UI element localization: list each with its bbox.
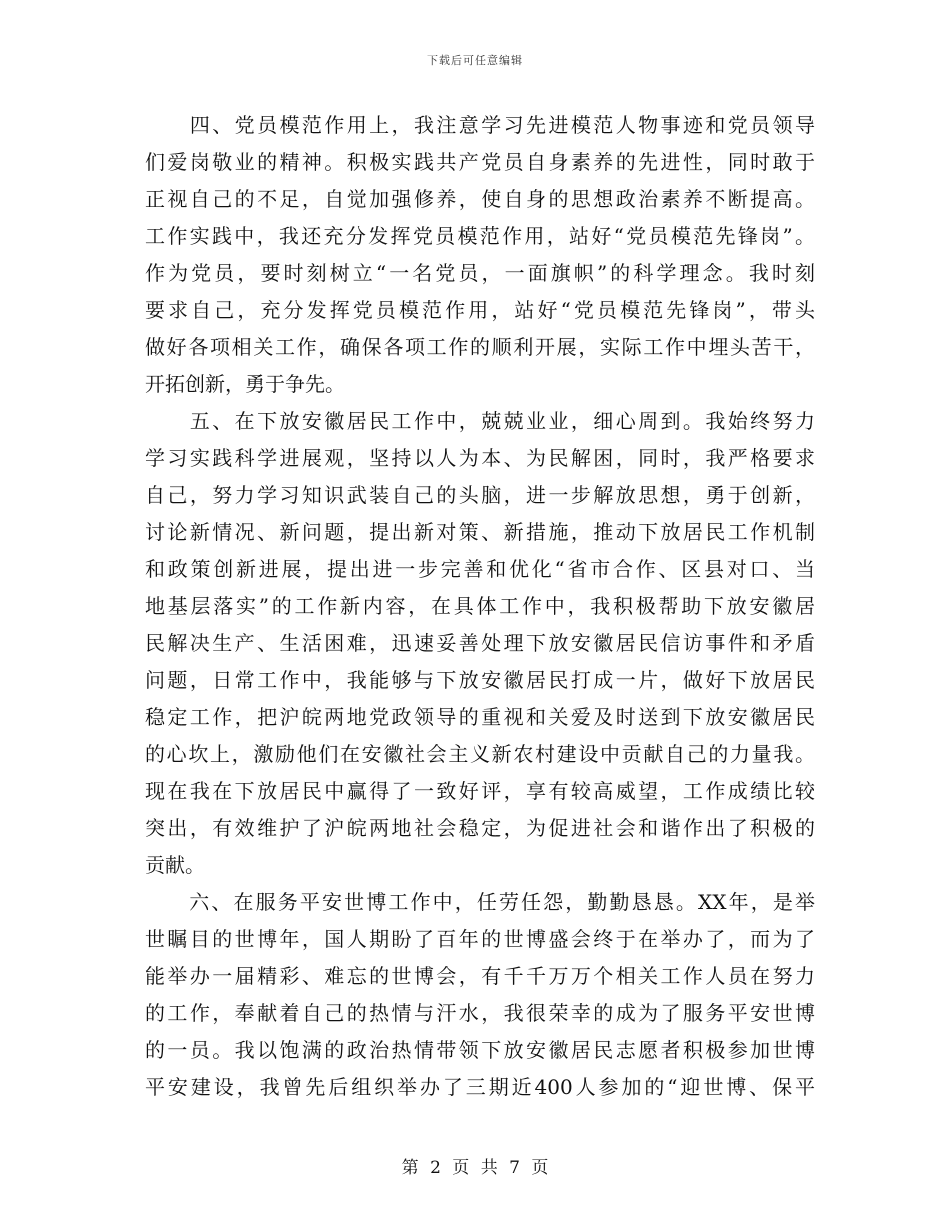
text-line: 能举办一届精彩、难忘的世博会，有千千万万个相关工作人员在努力 <box>145 964 815 988</box>
text-line: 作为党员，要时刻树立“一名党员，一面旗帜”的科学理念。我时刻 <box>145 261 815 285</box>
paragraph <box>145 107 815 403</box>
text-line: 五、在下放安徽居民工作中，兢兢业业，细心周到。我始终努力 <box>145 409 815 433</box>
text-line: 工作实践中，我还充分发挥党员模范作用，站好“党员模范先锋岗”。 <box>145 224 815 248</box>
text-line: 四、党员模范作用上，我注意学习先进模范人物事迹和党员领导 <box>145 113 815 137</box>
text-line: 开拓创新，勇于争先。 <box>145 372 345 396</box>
text-line: 做好各项相关工作，确保各项工作的顺利开展，实际工作中埋头苦干， <box>145 335 815 359</box>
text-line: 要求自己，充分发挥党员模范作用，站好“党员模范先锋岗”，带头 <box>145 298 815 322</box>
text-line: 和政策创新进展，提出进一步完善和优化“省市合作、区县对口、当 <box>145 557 815 581</box>
text-line: 问题，日常工作中，我能够与下放安徽居民打成一片，做好下放居民 <box>145 668 815 692</box>
text-line: 的一员。我以饱满的政治热情带领下放安徽居民志愿者积极参加世博 <box>145 1038 815 1062</box>
text-line: 的心坎上，激励他们在安徽社会主义新农村建设中贡献自己的力量我。 <box>145 742 815 766</box>
paragraph <box>145 403 815 884</box>
text-line: 地基层落实”的工作新内容，在具体工作中，我积极帮助下放安徽居 <box>145 594 815 618</box>
text-line: 民解决生产、生活困难，迅速妥善处理下放安徽居民信访事件和矛盾 <box>145 631 815 655</box>
page-header: 下载后可任意编辑 <box>427 54 523 67</box>
text-line: 平安建设，我曾先后组织举办了三期近400人参加的“迎世博、保平 <box>145 1075 815 1099</box>
text-line: 正视自己的不足，自觉加强修养，使自身的思想政治素养不断提高。 <box>145 187 815 211</box>
text-line: 世瞩目的世博年，国人期盼了百年的世博盛会终于在举办了，而为了 <box>145 927 815 951</box>
page-number-footer: 第 2 页 共 7 页 <box>401 1158 549 1178</box>
text-line: 贡献。 <box>145 853 205 877</box>
text-line: 的工作，奉献着自己的热情与汗水，我很荣幸的成为了服务平安世博 <box>145 1001 815 1025</box>
document-body <box>145 107 815 1106</box>
text-line: 自己，努力学习知识武装自己的头脑，进一步解放思想，勇于创新， <box>145 483 815 507</box>
text-line: 六、在服务平安世博工作中，任劳任怨，勤勤恳恳。XX年，是举 <box>145 890 815 914</box>
text-line: 稳定工作，把沪皖两地党政领导的重视和关爱及时送到下放安徽居民 <box>145 705 815 729</box>
text-line: 讨论新情况、新问题，提出新对策、新措施，推动下放居民工作机制 <box>145 520 815 544</box>
text-line: 突出，有效维护了沪皖两地社会稳定，为促进社会和谐作出了积极的 <box>145 816 815 840</box>
paragraph <box>145 884 815 1106</box>
text-line: 学习实践科学进展观，坚持以人为本、为民解困，同时，我严格要求 <box>145 446 815 470</box>
text-line: 现在我在下放居民中赢得了一致好评，享有较高威望，工作成绩比较 <box>145 779 815 803</box>
text-line: 们爱岗敬业的精神。积极实践共产党员自身素养的先进性，同时敢于 <box>145 150 815 174</box>
